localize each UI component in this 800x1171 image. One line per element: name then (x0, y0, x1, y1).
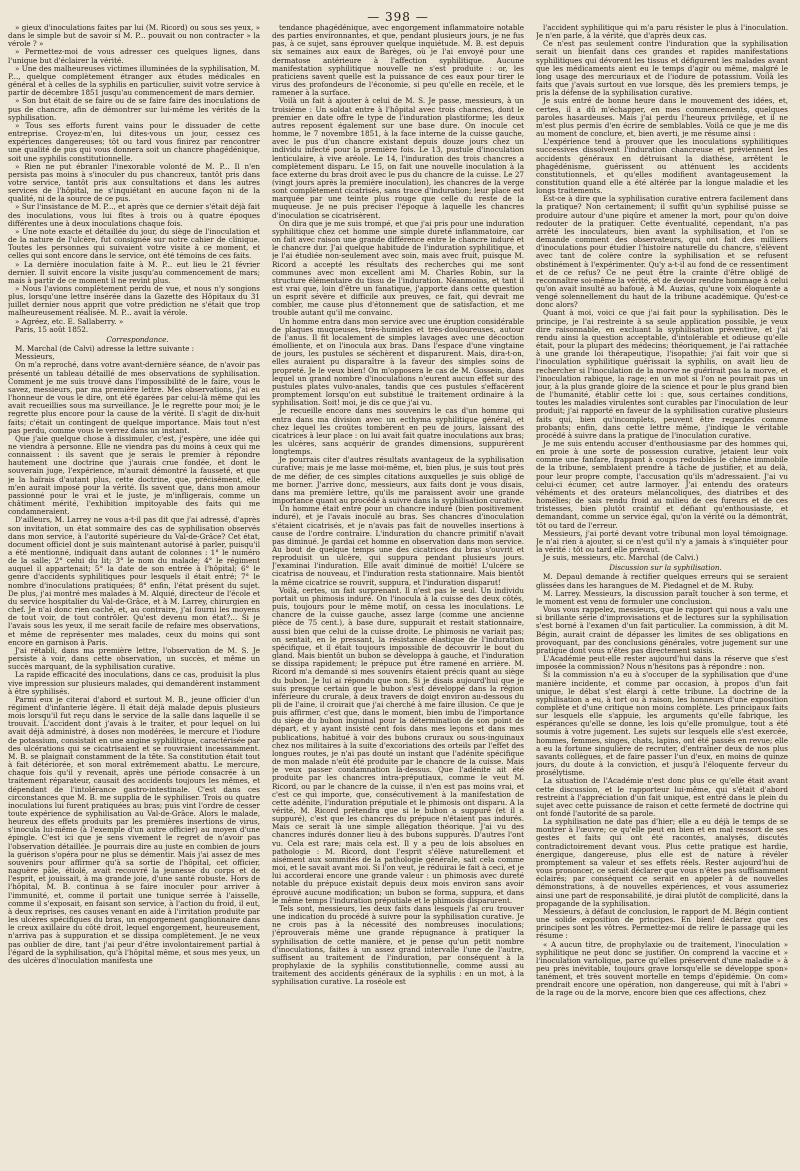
section-heading: Discussion sur la syphilisation. (609, 563, 722, 573)
paragraph: » Agréez, etc. E. Sallaberry. » (15, 316, 124, 326)
paragraph: « A aucun titre, de prophylaxie ou de traitement, l'inoculation » syphilitique ne peut donc se justifier. On comprend la vaccine et » l'inoculation variolique, parce qu'elles préservent d'une maladie » à peu près inévitable, toujours grave lorsqu'elle se développe spon» tanément, et très souvent mortelle en temps d'épidémie. On com» prendrait encore une opération, non dangereuse, qui mît à l'abri » de la rage ou de la morve, encore bien que ces affections, chez (536, 939, 788, 998)
page-number: — 398 — (367, 10, 429, 24)
paragraph: » La dernière inoculation faite à M. P... eut lieu le 21 février dernier. Il suivit encore la visite jusqu'au commencement de mars; mais à partir de ce moment il ne revint plus. (8, 259, 260, 285)
column-left (8, 24, 260, 1152)
paragraph: Messieurs, (15, 352, 55, 362)
text-columns (8, 24, 788, 1152)
paragraph: On m'a reproché, dans votre avant-dernière séance, de n'avoir pas présenté un tableau détaillé de mes observations de syphilisation. Comment je me suis trouvé dans l'impossibilité de le faire, vous le savez, messieurs, par ma première lettre. Mes observations, j'ai eu l'honneur de vous le dire, ont été égarées par celui-là même qui les avait recueillies sous ma surveillance. Je le regrette pour moi; je le regrette plus encore pour la cause de la vérité. Il s'agit de dix-huit faits; c'était un contingent de quelque importance. Mais tout n'est pas perdu, comme vous le verrez dans un instant. (8, 360, 260, 435)
paragraph: La situation de l'Académie n'est donc plus ce qu'elle était avant cette discussion, et le rapporteur lui-même, qui s'était d'abord restreint à l'appréciation d'un fait unique, est entré dans le plein du sujet avec cette puissance de raison et cette fermeté de doctrine qui ont fondé l'autorité de sa parole. (536, 776, 788, 818)
paragraph: » Tous ses efforts furent vains pour le dissuader de cette entreprise. Croyez-m'en, lui dites-vous un jour, cessez ces expériences dangereuses; tôt ou tard vous finirez par rencontrer une qualité de pus qui vous donnera soit un chancre phagédénique, soit une syphilis constitutionnelle. (8, 120, 260, 163)
paragraph: Paris, 15 août 1852. (15, 324, 89, 334)
paragraph: M. Larrey. Messieurs, la discussion paraît toucher à son terme, et le moment est venu de formuler une conclusion. (536, 588, 788, 606)
paragraph: » gieux d'inoculations faites par lui (M. Ricord) ou sous ses yeux, » dans le simple but de savoir si M. P... pouvait ou non contracter » la vérole ? » (8, 24, 260, 49)
paragraph: tendance phagédénique, avec engorgement inflammatoire notable des parties environnantes, et que, pendant plusieurs jours, je ne fus pas, à ce sujet, sans éprouver quelque inquiétude. M. B. est depuis six semaines aux eaux de Barèges, où je l'ai envoyé pour une dermatose antérieure à l'affection syphilitique. Aucune manifestation syphilitique nouvelle ne s'est produite : or, les praticiens savent quelle est la puissance de ces eaux pour tirer le virus des profondeurs de l'économie, si peu qu'elle en recèle, et le ramener à la surface. (272, 24, 524, 98)
paragraph: D'ailleurs, M. Larrey ne vous a-t-il pas dit que j'ai adressé, d'après son invitation, un état sommaire des cas de syphilisation observés dans mon service, à l'autorité supérieure du Val-de-Grâce? Cet état, document officiel dont je suis maintenant autorisé à parler, puisqu'il a été mentionné, indiquait dans autant de colonnes : 1° le numéro de la salle; 2° celui du lit; 3° le nom du malade; 4° le régiment auquel il appartenait; 5° la date de son entrée à l'hôpital; 6° le genre d'accidents syphilitiques pour lesquels il était entré; 7° le nombre d'inoculations pratiquées; 8° enfin, l'état présent du sujet. De plus, j'ai montré mes malades à M. Alquié, directeur de l'école et du service hospitalier du Val-de-Grâce, et à M. Larrey, chirurgien en chef. Je n'ai donc rien caché, et, au contraire, j'ai fourni les moyens de tout voir, de tout contrôler. Qu'est devenu mon état?... Si je l'avais sous les yeux, il me serait facile de refaire mes observations, et même de représenter mes malades, ceux du moins qui sont encore en garnison à Paris. (8, 515, 260, 647)
paragraph: M. Depaul demande à rectifier quelques erreurs qui se seraient glissées dans les harangues de M. Piedagnel et de M. Ruby. (536, 572, 788, 590)
paragraph: » Rien ne put ébranler l'inexorable volonté de M. P... Il n'en persista pas moins à s'inoculer du pus chancreux, tantôt pris dans votre service, tantôt pris aux consultations et dans les autres services de l'hôpital, ne s'inquiétant en aucune façon ni de la qualité, ni de la source de ce pus. (8, 161, 260, 204)
paragraph: Un homme était entré pour un chancre induré (bien positivement induré), et je l'avais inoculé au bras. Ses chancres d'inoculation s'étaient cicatrisés, et je n'avais pas fait de nouvelles insertions à cause de l'ordre contraire. L'induration du chancre primitif n'avait pas diminué. Je gardai cet homme en observation dans mon service. Au bout de quelque temps une des cicatrices du bras s'ouvrit et reproduisit un ulcère, qui suppura pendant plusieurs jours. J'examinai l'induration. Elle avait diminué de moitié! L'ulcère se cicatrisa de nouveau, et l'induration resta stationnaire. Mais bientôt la même cicatrice se rouvrit, suppura, et l'induration disparut! (272, 504, 524, 587)
journal-page (8, 6, 788, 1156)
paragraph: Ce n'est pas seulement contre l'induration que la syphilisation serait un bienfait dans ces grandes et rapides manifestations syphilitiques qui dévorent les tissus et défigurent les malades avant que les médicaments aient eu le temps d'agir ou même, malgré le long usage des mercuriaux et de l'iodure de potassium. Voilà les faits que j'avais surtout en vue lorsque, dès les premiers temps, je pris la défense de la syphilisation curative. (536, 39, 788, 98)
paragraph: On dira que je me suis trompé, et que j'ai pris pour une induration syphilitique chez cet homme une simple dureté inflammatoire, car on fait avec raison une grande différence entre le chancre induré et le chancre dur. J'ai quelque habitude de l'induration syphilitique, et je l'ai étudiée non-seulement avec soin, mais avec fruit, puisque M. Ricord a accepté les résultats des recherches qui me sont communes avec mon excellent ami M. Charles Robin, sur la structure élémentaire du tissu de l'induration. Néanmoins, et tant il est vrai que, loin d'être un fanatique, j'apporte dans cette question un esprit sévère et difficile aux preuves, ce fait, qui devrait me combler, me cause plus d'étonnement que de satisfaction, et me trouble autant qu'il me convainc. (272, 218, 524, 318)
paragraph: J'ai rétabli, dans ma première lettre, l'observation de M. S. Je persiste à voir, dans cette observation, un succès, et même un succès marquant, de la syphilisation curative. (8, 645, 260, 672)
paragraph: Un homme entra dans mon service avec une éruption considérable de plaques muqueuses, très-humides et très-douloureuses, autour de l'anus. Il fit localement de simples lavages avec une décoction émolliente, et on l'inocula aux bras. Dans l'espace d'une vingtaine de jours, les pustules se séchèrent et disparurent. Mais, dira-t-on, elles auraient pu disparaître à la faveur des simples soins de propreté. Je le veux bien! On m'opposera le cas de M. Gossein, dans lequel un grand nombre d'inoculations n'eurent aucun effet sur des pustules plates vulvo-anales, tandis que ces pustules s'effacèrent promptement lorsqu'on eut substitué le traitement ordinaire à la syphilisation. Soit! moi, je dis ce que j'ai vu. (272, 316, 524, 408)
paragraph: Je suis, messieurs, etc. Marchal (de Calvi.) (543, 553, 699, 563)
paragraph: Parmi eux je citerai d'abord et surtout M. B., jeune officier d'un régiment d'infanterie légère. Il était déjà malade depuis plusieurs mois lorsqu'il fut reçu dans le service de la salle dans laquelle il se trouvait. L'accident dont j'avais à le traiter, et pour lequel on lui avait déjà administré, à doses non modérées, le mercure et l'iodure de potassium, consistait en une angine syphilitique, caractérisée par des ulcérations qui se cicatrisaient et se rouvraient incessamment. M. B. se plaignait constamment de la tête. Sa constitution était tout à fait détériorée, et son moral extrêmement abattu. Le mercure, chaque fois qu'il y revenait, après une période consacrée à un traitement réparateur, causait des accidents toujours les mêmes, et dépendant de l'intolérance gastro-intestinale. C'est dans ces circonstances que M. B. me supplia de le syphiliser. Trois ou quatre inoculations lui furent pratiquées au bras; puis vint l'ordre de cesser toute expérience de syphilisation au Val-de-Grâce. Alors le malade, heureux des effets produits par les premières insertions de virus, s'inocula lui-même (à l'exemple d'un autre officier) au moyen d'une épingle. C'est ici que je sens vivement le regret de n'avoir pas l'observation détaillée. Je pourrais dire au juste en combien de jours la guérison s'opéra pour ne plus se démentir. Mais j'ai assez de mes souvenirs pour affirmer qu'à sa sortie de l'hôpital, cet officier, naguère pâle, étiolé, avait recouvré la jeunesse du corps et de l'esprit, et jouissait, à ma grande joie, d'une santé robuste. Hors de l'hôpital, M. B. continua à se faire inoculer pour arriver à l'immunité, et, comme il portait une tunique serrée à l'aisselle, comme il s'exposait, en faisant son service, à l'action du froid, il eut, à deux reprises, ces causes venant en aide à l'irritation produite par les ulcères spécifiques du bras, un engorgement ganglionnaire dans le creux axillaire du côté droit, lequel engorgement, heureusement, n'arriva pas à suppuration et se dissipa complètement. Je ne veux pas oublier de dire, tant j'ai peur d'être involontairement partial à l'égard de la syphilisation, qu'à l'hôpital même, et sous mes yeux, un des ulcères d'inoculation manifesta une (8, 694, 260, 965)
paragraph: Voilà un fait à ajouter à celui de M. S. Je passe, messieurs, à un troisième : Un soldat entre à l'hôpital avec trois chancres, dont le premier en date offre le type de l'induration plastiforme; les deux autres reposent également sur une base dure. On inocule cet homme, le 7 novembre 1851, à la face interne de la cuisse gauche, avec le pus d'un chancre existant depuis douze jours chez un individu infecté pour la première fois. Le 13, pustule d'inoculation lenticulaire, à vive aréole. Le 14, l'induration des trois chancres a complètement disparu. Le 15, on fait une nouvelle inoculation à la face externe du bras droit avec le pus du chancre de la cuisse. Le 27 (vingt jours après la première inoculation), les chancres de la verge sont complètement cicatrisés, sans trace d'induration; leur place est marquée par une teinte plus rouge que celle du reste de la muqueuse. Je ne puis préciser l'époque à laquelle les chancres d'inoculation se cicatrisèrent. (272, 96, 524, 220)
paragraph: Messieurs, à défaut de conclusion, le rapport de M. Bégin contient une solide exposition de principes. En bien! déclarez que ces principes sont les vôtres. Permettez-moi de relire le passage qui les résume : (536, 906, 788, 941)
paragraph: » Une note exacte et détaillée du jour, du siège de l'inoculation et de la nature de l'ulcère, fut consignée sur notre cahier de clinique. Toutes les personnes qui suivaient votre visite à ce moment, et celles qui sont encore dans le service, ont été témoins de ces faits. (8, 226, 260, 261)
page-header (8, 6, 788, 24)
paragraph: » Son but était de se faire ou de se faire faire des inoculations de pus de chancre, afin de démontrer sur lui-même les vérités de la syphilisation. (8, 96, 260, 122)
column-middle (272, 24, 524, 1152)
paragraph: » Permettez-moi de vous adresser ces quelques lignes, dans l'unique but d'éclairer la vérité. (8, 47, 260, 65)
paragraph: Je me suis entendu accuser d'enthousiasme par des hommes qui, en proie à une sorte de possession curative, jetaient leur voix comme une fanfare, frappant à coups redoublés le chêne immobile de la tribune, semblaient prendre à tâche de justifier, et au delà, pour leur propre compte, l'accusation qu'ils m'adressaient. J'ai vu celui-ci écumer, cet autre larmoyer. J'ai entendu des orateurs véhéments et des orateurs mélancoliques, des diatribes et des homélies; de sais rendu froid au milieu de ces fureurs et de ces tristesses, bien plutôt craintif et défiant qu'enthousiaste, et demandant, comme un service égal, qu'on la vérité ou la démontrât, tôt ou tard de l'erreur. (536, 438, 788, 530)
paragraph: Est-ce à dire que la syphilisation curative entrera facilement dans la pratique? Non certainement; il suffit qu'un syphilisé puisse se produire autour d'une piqûre et amener la mort, pour qu'on doive redouter de la pratiquer. Cette éventualité, cependant, n'a pas arrêté les inoculateurs, bien avant la syphilisation, et l'on se demande comment des observateurs, qui ont fait des milliers d'inoculations pour étudier l'histoire naturelle du chancre, s'élèvent avec tant de colère contre la syphilisation et se refusent obstinément à l'expérimenter. Qu'y a-t-il au fond de ce ressentiment et de ce refus? Ce ne peut être la crainte d'être obligé de reconnaître soi-même la vérité, et de devoir rendre hommage à celui qu'on avait insulté au bafoué, à M. Auzias, qu'une voix éloquente a vengé solennellement du haut de la tribune académique. Qu'est-ce donc alors? (536, 194, 788, 310)
paragraph: L'Académie peut-elle rester aujourd'hui dans la réserve que s'est imposée la commission? Nous n'hésitons pas à répondre : non. (536, 654, 788, 672)
paragraph: l'accident syphilitique qui m'a paru résister le plus à l'inoculation. Je n'en parle, à la vérité, que d'après deux cas. (536, 24, 788, 41)
paragraph: Messieurs, j'ai porté devant votre tribunal mon loyal témoignage. Je n'ai rien à ajouter, si ce n'est qu'il n'y a jamais à s'inquiéter pour la vérité : tôt ou tard elle prévaut. (536, 528, 788, 554)
paragraph: Je suis entré de bonne heure dans le mouvement des idées, et, certes, il a dû m'échapper, en mes commencements, quelques paroles hasardeuses. Mais j'ai perdu l'heureux privilège, et il ne m'est plus permis d'en écrire de semblables. Voilà ce que je me dis au moment de conclure, et, bien averti, je me résume ainsi : (536, 96, 788, 139)
paragraph: L'expérience tend à prouver que les inoculations syphilitiques successives dissolvent l'induration chancreuse et préviennent les accidents généraux en détruisant la diathèse, arrêtent le phagédénisme, guérissent ou atténuent les accidents constitutionnels, et qu'elles modifient avantageusement la constitution quand elle a été altérée par la longue maladie et les longs traitements. (536, 137, 788, 196)
column-right (536, 24, 788, 1152)
paragraph: » Une des malheureuses victimes illuminées de la syphilisation, M. P..., quelque complètement étranger aux études médicales en général et à celles de la syphilis en particulier, suivit votre service à partir de décembre 1851 jusqu'au commencement de mars dernier. (8, 63, 260, 98)
paragraph: Si la commission n'a eu à s'occuper de la syphilisation que d'une manière incidente, et comme par occasion, à propos d'un fait unique, le débat s'est élargi à cette tribune. La doctrine de la syphilisation a eu, à tort ou à raison, les honneurs d'une exposition complète et d'une critique non moins complète. Les principaux faits sur lesquels elle s'appuie, les arguments qu'elle fabrique, les espérances qu'elle se donne, les lois qu'elle promulgue, tout a été soumis à votre jugement. Les sujets sur lesquels elle s'est exercée, hommes, femmes, singes, chats, lapins, ont été passés en revue; elle a eu la fortune singulière de recruter, d'entraîner deux de nos plus savants collègues, et de faire passer l'un d'eux, en moins de quinze jours, du doute à la conviction, et jusqu'à l'éloquente ferveur du prosélytisme. (536, 670, 788, 778)
paragraph: Je recueille encore dans mes souvenirs le cas d'un homme qui entra dans ma division avec un ecthyma syphilitique général, et chez lequel les croûtes tombèrent en peu de jours, laissant des cicatrices à leur place : on lui avait fait quatre inoculations aux bras; les ulcères, sans acquérir de grandes dimensions, suppurèrent longtemps. (272, 406, 524, 457)
paragraph: Voilà, certes, un fait surprenant. Il n'est pas le seul. Un individu portait un phimosis induré. On l'inocula à la cuisse des deux côtés, puis, toujours pour le même motif, on cessa les inoculations. Le chancre de la cuisse gauche, assez large (comme une ancienne pièce de 75 cent.), à base dure, suppurait et restait stationnaire, aussi bien que celui de la cuisse droite. Le phimosis ne variait pas; on sentait, en le pressant, la résistance élastique de l'induration spécifique, et il était toujours impossible de découvrir le bout du gland. Mais bientôt un bubon se développa à gauche, et l'induration se dissipa rapidement; le prépuce put être ramené en arrière. M. Ricord m'a demandé si mes souvenirs étaient précis quant au siège du bubon. Je lui ai répondu que non. Si je disais aujourd'hui que je suis presque certain que le bubon s'est développé dans la région inférieure du crurale, à deux travers de doigt environ au-dessous du pli de l'aine, il croirait que j'ai cherché à me faire illusion. Ce que je puis affirmer, c'est que, dans le moment, bien imbu de l'importance du siège du bubon inguinal pour la détermination de son point de départ, et y ayant insisté cent fois dans mes leçons et dans mes publications, habitué à voir des bubons cruraux ou sous-inguinaux chez nos militaires à la suite d'excoriations des orteils par l'effet des longues routes, je n'ai pas douté un instant que l'adénite spécifique de mon malade n'eût été produite par le chancre de la cuisse. Mais je veux passer condamnation là-dessus. Que l'adénite ait été produite par les chancres intra-préputiaux, comme le veut M. Ricord, ou par le chancre de la cuisse, il n'en est pas moins vrai, et c'est ce qui importe, que, consécutivement à la manifestation de cette adénite, l'induration préputiale et le phimosis ont disparu. A la vérité, M. Ricord prétendra que si le bubon a suppuré (et il a suppuré), c'est que les chancres du prépuce n'étaient pas indurés. Mais ce serait là une simple allégation théorique. J'ai vu des chancres indurés donner lieu à des bubons suppurés. D'autres l'ont vu. Cela est rare; mais cela est. Il y a peu de lois absolues en pathologie : M. Ricord, dont l'esprit s'élève naturellement et aisément aux sommités de la pathologie générale, sait cela comme moi, et le savait avant moi. Si l'on veut, je réduirai le fait à ceci, et je lui accorderai encore une grande valeur : un phimosis avec dureté notable du prépuce existait depuis deux mois environ sans avoir éprouvé aucune modification; un bubon se forma, suppura, et dans le même temps l'induration préputiale et le phimosis disparurent. (272, 585, 524, 905)
paragraph: Je pourrais citer d'autres résultats avantageux de la syphilisation curative; mais je me lasse moi-même, et, bien plus, je suis tout près de me défier, de ces simples citations auxquelles je suis obligé de me borner. J'arrive donc, messieurs, aux faits dont je vous disais, dans ma première lettre, qu'ils me paraissent avoir une grande importance quant au procédé à suivre dans la syphilisation curative. (272, 455, 524, 506)
paragraph: » Nous l'avions complètement perdu de vue, et nous n'y songions plus, lorsqu'une lettre insérée dans la Gazette des Hôpitaux du 31 juillet dernier nous apprit que votre prédiction ne s'était que trop malheureusement réalisée. M. P... avait la vérole. (8, 284, 260, 318)
paragraph: M. Marchal (de Calvi) adresse la lettre suivante : (15, 344, 195, 354)
paragraph: Tels sont, messieurs, les deux faits dans lesquels j'ai cru trouver une indication du procédé à suivre pour la syphilisation curative. Je ne crois pas à la nécessité des nombreuses inoculations; j'éprouverais même une grande répugnance à pratiquer la syphilisation de cette manière, et je pense qu'un petit nombre d'inoculations, faites à un assez grand intervalle l'une de l'autre, suffisent au traitement de l'induration, par conséquent à la prophylaxie de la syphilis constitutionnelle, comme aussi au traitement des accidents généraux de la syphilis : en un mot, à la syphilisation curative. La roséole est (272, 903, 524, 987)
paragraph: Quant à moi, voici ce que j'ai fait pour la syphilisation. Dès le principe, je l'ai restreinte à sa seule application possible, je veux dire raisonnable, en excluant la syphilisation préventive, et j'ai rendu ainsi la question acceptable, d'intolérable et odieuse qu'elle était, pour la plupart des médecins; théoriquement, je l'ai rattachée à une grande loi thérapeutique, l'isopathie; j'ai fait voir que si l'inoculation syphilitique guérissait la syphilis, on avait lieu de rechercher si l'inoculation de la morve ne guérirait pas la morve, et l'inoculation rabique, la rage; en un mot si l'on ne pourrait pas un jour, à la plus grande gloire de la science et pour le plus grand bien de l'humanité, établir cette loi : que, sous certaines conditions, toutes les maladies virulentes sont curables par l'inoculation de leur produit; j'ai rapporté en faveur de la syphilisation curative plusieurs faits qui, bien qu'incomplets, peuvent être regardés comme probants; enfin, dans cette lettre même, j'indique le véritable procédé à suivre dans la pratique de l'inoculation curative. (536, 308, 788, 440)
paragraph: Que j'aie quelque chose à dissimuler, c'est, j'espère, une idée qui ne viendra à personne. Elle ne viendra pas du moins à ceux qui me connaissent : ils savent que je serais le premier à répondre hautement une doctrine que j'aurais crue fondée, et dont le souverain juge, l'expérience, m'aurait démontré la fausseté, et que je la haïrais d'autant plus, cette doctrine, que, précisément, elle m'en aurait imposé pour la vérité. Ils savent que, dans mon amour passionné pour le vrai et le juste, je m'infligerais, comme un châtiment mérité, l'exhibition impitoyable des faits qui me condamneraient. (8, 433, 260, 517)
section-heading: Correspondance. (106, 334, 169, 344)
paragraph: La rapide efficacité des inoculations, dans ce cas, produisit la plus vive impression sur plusieurs malades, qui demandèrent instamment à être syphilisés. (8, 670, 260, 696)
paragraph: Vous vous rappelez, messieurs, que le rapport qui nous a valu une si brillante série d'improvisations et de lectures sur la syphilisation s'est borné à l'examen d'un fait particulier. La commission, à dit M. Bégin, aurait craint de dépasser les limites de ses obligations en provoquant, par des conclusions générales, votre jugement sur une pratique dont vous n'êtes pas directement saisis. (536, 605, 788, 655)
paragraph: » Sur l'insistance de M. P..., et après que ce dernier s'était déjà fait des inoculations, vous lui fîtes à trois ou à quatre époques différentes une à deux inoculations chaque fois. (8, 202, 260, 228)
paragraph: La syphilisation ne date pas d'hier; elle a eu déjà le temps de se montrer à l'œuvre; ce qu'elle peut en bien et en mal ressort de ses gestes et faits qui ont été racontés, analysés, discutés contradictoirement devant vous. Plus cette pratique est hardie, énergique, dangereuse, plus elle est de nature à révéler promptement sa valeur et ses effets réels. Rester aujourd'hui de vous prononcer, ce serait déclarer que vous n'êtes pas suffisamment éclairés; par conséquent ce serait en appeler à de nouvelles démonstrations, à de nouvelles expériences, et vous assumeriez ainsi une part de responsabilité, je dirai plutôt de complicité, dans la propagande de la syphilisation. (536, 817, 788, 908)
